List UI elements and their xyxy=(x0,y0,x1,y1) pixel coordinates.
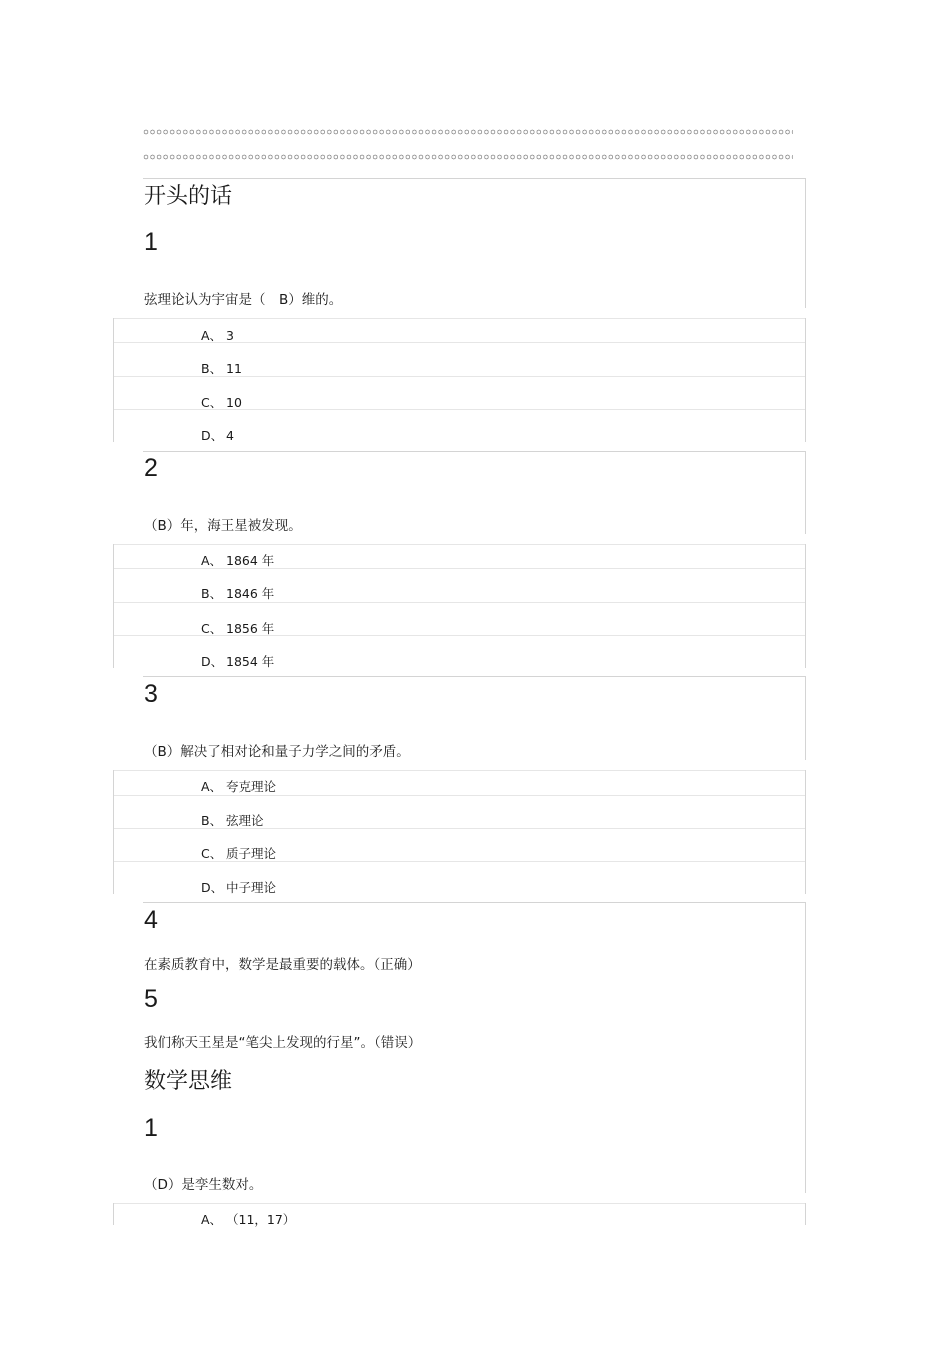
option-letter: B、 xyxy=(201,813,223,828)
option-text: 中子理论 xyxy=(226,880,277,895)
option-text: 1846 年 xyxy=(226,586,275,601)
option-text: 3 xyxy=(226,328,234,343)
option-letter: C、 xyxy=(201,846,223,861)
option-text: 1854 年 xyxy=(226,654,275,669)
option-c[interactable] xyxy=(201,844,276,862)
option-letter: A、 xyxy=(201,1212,223,1227)
question-text: 弦理论认为宇宙是（ B）维的。 xyxy=(144,292,343,308)
option-b[interactable] xyxy=(201,584,274,602)
option-b[interactable] xyxy=(201,811,264,829)
option-c[interactable] xyxy=(201,393,242,411)
option-text: 质子理论 xyxy=(226,846,277,861)
option-a[interactable] xyxy=(201,1210,295,1228)
question-number: 1 xyxy=(144,1114,158,1142)
option-d[interactable] xyxy=(201,652,274,670)
option-letter: C、 xyxy=(201,621,223,636)
option-text: 弦理论 xyxy=(226,813,264,828)
option-text: 夸克理论 xyxy=(226,779,277,794)
dotted-divider-top xyxy=(143,128,793,136)
option-a[interactable] xyxy=(201,326,234,344)
question-text: （B）年，海王星被发现。 xyxy=(144,518,302,534)
option-c[interactable] xyxy=(201,619,274,637)
option-letter: A、 xyxy=(201,779,223,794)
question-number: 1 xyxy=(144,228,158,256)
option-d[interactable] xyxy=(201,878,276,896)
option-d[interactable] xyxy=(201,426,234,444)
question-text: （B）解决了相对论和量子力学之间的矛盾。 xyxy=(144,744,410,760)
option-text: 1856 年 xyxy=(226,621,275,636)
option-letter: D、 xyxy=(201,428,224,443)
option-text: 1864 年 xyxy=(226,553,275,568)
option-text: 11 xyxy=(226,361,242,376)
question-number: 3 xyxy=(144,680,158,708)
option-text: 4 xyxy=(226,428,234,443)
section-title: 数学思维 xyxy=(144,1069,233,1094)
option-letter: D、 xyxy=(201,880,224,895)
option-text: 10 xyxy=(226,395,242,410)
option-a[interactable] xyxy=(201,551,274,569)
option-letter: B、 xyxy=(201,361,223,376)
option-b[interactable] xyxy=(201,359,242,377)
option-letter: D、 xyxy=(201,654,224,669)
question-number: 2 xyxy=(144,454,158,482)
dotted-divider-bottom xyxy=(143,153,793,161)
option-letter: B、 xyxy=(201,586,223,601)
true-false-statement: 在素质教育中，数学是最重要的载体。（正确） xyxy=(144,957,421,973)
question-number: 4 xyxy=(144,906,158,934)
section-title: 开头的话 xyxy=(144,184,233,209)
question-number: 5 xyxy=(144,985,158,1013)
option-letter: A、 xyxy=(201,553,223,568)
question-text: （D）是孪生数对。 xyxy=(144,1177,263,1193)
option-text: （11，17） xyxy=(226,1212,296,1227)
option-letter: A、 xyxy=(201,328,223,343)
option-a[interactable] xyxy=(201,777,276,795)
true-false-statement: 我们称天王星是“笔尖上发现的行星”。（错误） xyxy=(144,1035,422,1051)
option-letter: C、 xyxy=(201,395,223,410)
